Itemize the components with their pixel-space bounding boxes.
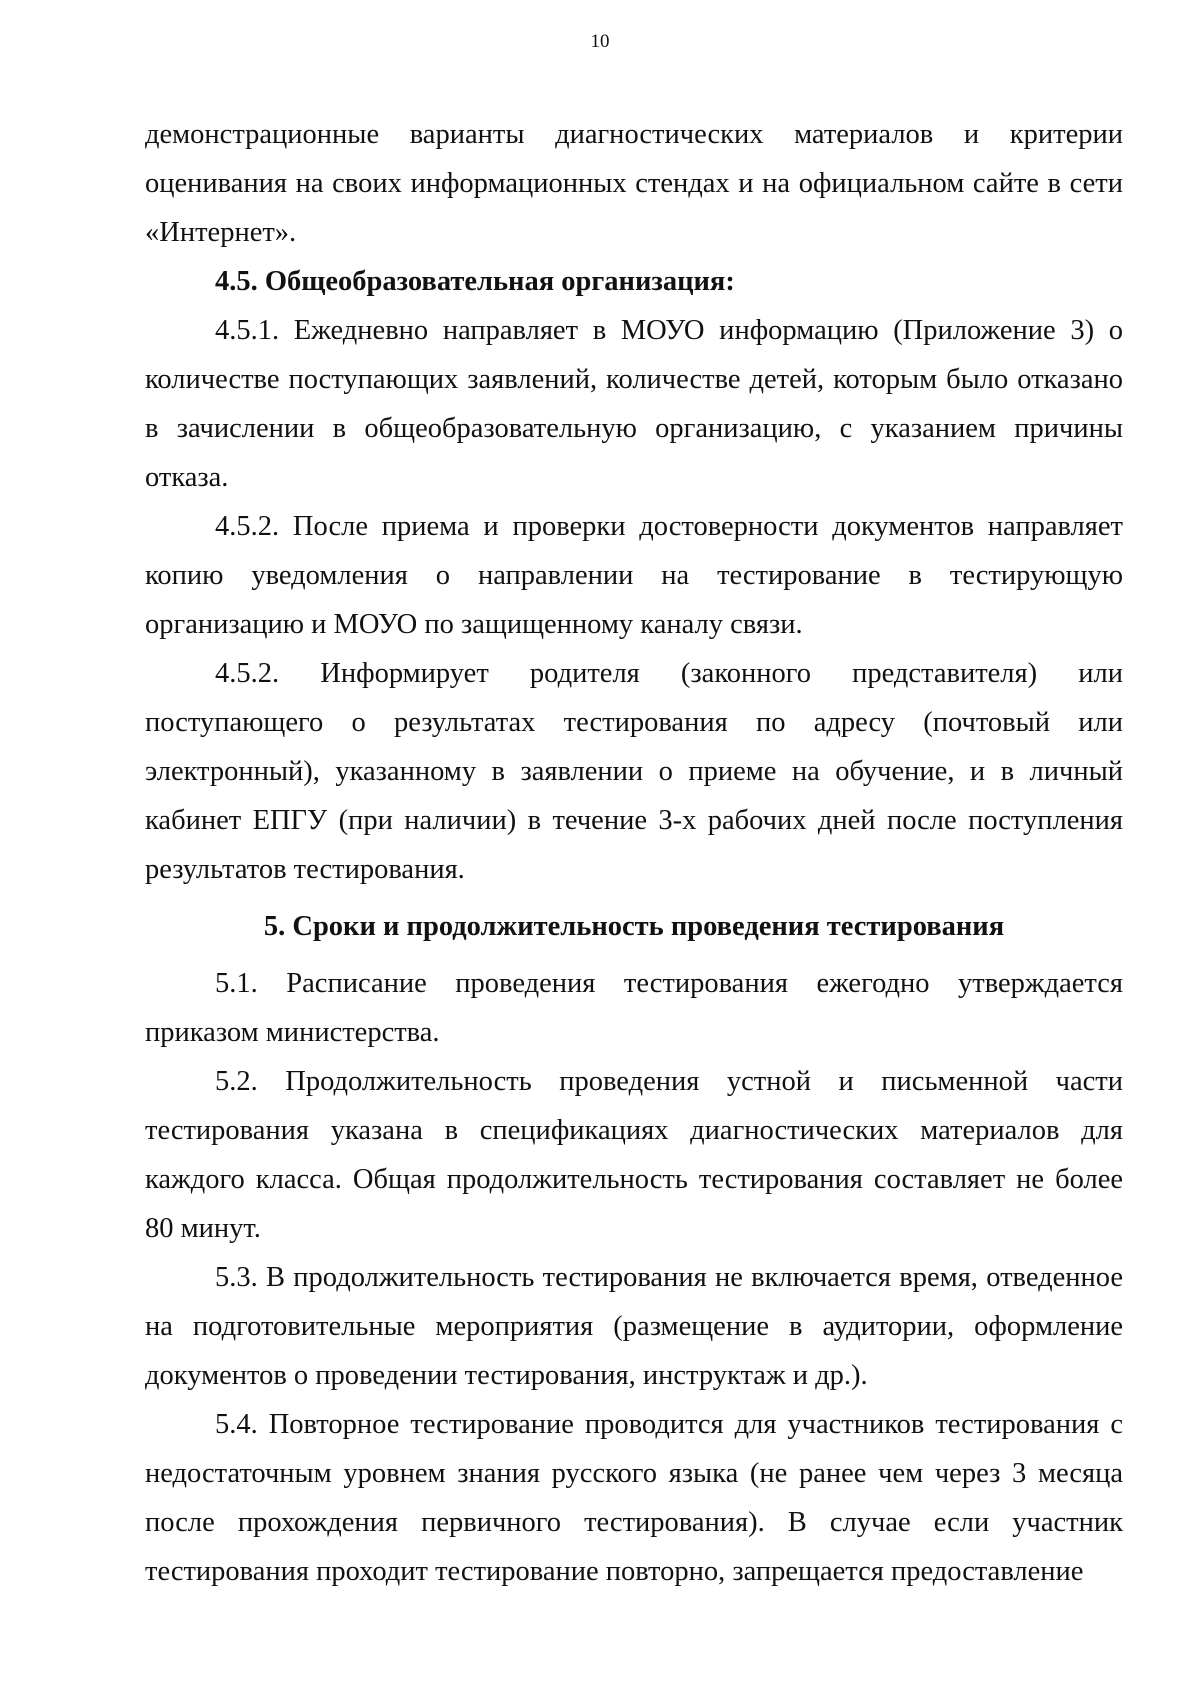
subsection-heading-4-5: 4.5. Общеобразовательная организация:: [215, 266, 735, 297]
paragraph-5-4: 5.4. Повторное тестирование проводится для участников тестирования с недостаточным уровнем знания русского языка (не ранее чем через 3 месяца после прохождения первичного тестирования). В случае если участник тестирования проходит тестирование повторно, запрещается предоставление: [145, 1409, 1123, 1587]
paragraph-continuation: демонстрационные варианты диагностических материалов и критерии оценивания на своих информационных стендах и на официальном сайте в сети «Интернет».: [145, 119, 1123, 248]
paragraph-4-5-1: 4.5.1. Ежедневно направляет в МОУО информацию (Приложение 3) о количестве поступающих заявлений, количестве детей, которым было отказано в зачислении в общеобразовательную организацию, с указанием причины отказа.: [145, 315, 1123, 493]
paragraph-4-5-2-b: 4.5.2. Информирует родителя (законного представителя) или поступающего о результатах тестирования по адресу (почтовый или электронный), указанному в заявлении о приеме на обучение, и в личный кабинет ЕПГУ (при наличии) в течение 3-х рабочих дней после поступления результатов тестирования.: [145, 658, 1123, 885]
section-heading-5: 5. Сроки и продолжительность проведения тестирования: [263, 911, 1005, 942]
paragraph-4-5-2-a: 4.5.2. После приема и проверки достоверности документов направляет копию уведомления о направлении на тестирование в тестирующую организацию и МОУО по защищенному каналу связи.: [145, 511, 1123, 640]
paragraph-5-2: 5.2. Продолжительность проведения устной и письменной части тестирования указана в спецификациях диагностических материалов для каждого класса. Общая продолжительность тестирования составляет не более 80 минут.: [145, 1066, 1123, 1244]
document-body: [145, 110, 1123, 1596]
page-number: 10: [590, 31, 610, 52]
paragraph-5-1: 5.1. Расписание проведения тестирования ежегодно утверждается приказом министерства.: [145, 968, 1123, 1048]
paragraph-5-3: 5.3. В продолжительность тестирования не включается время, отведенное на подготовительные мероприятия (размещение в аудитории, оформление документов о проведении тестирования, инструктаж и др.).: [145, 1262, 1123, 1391]
